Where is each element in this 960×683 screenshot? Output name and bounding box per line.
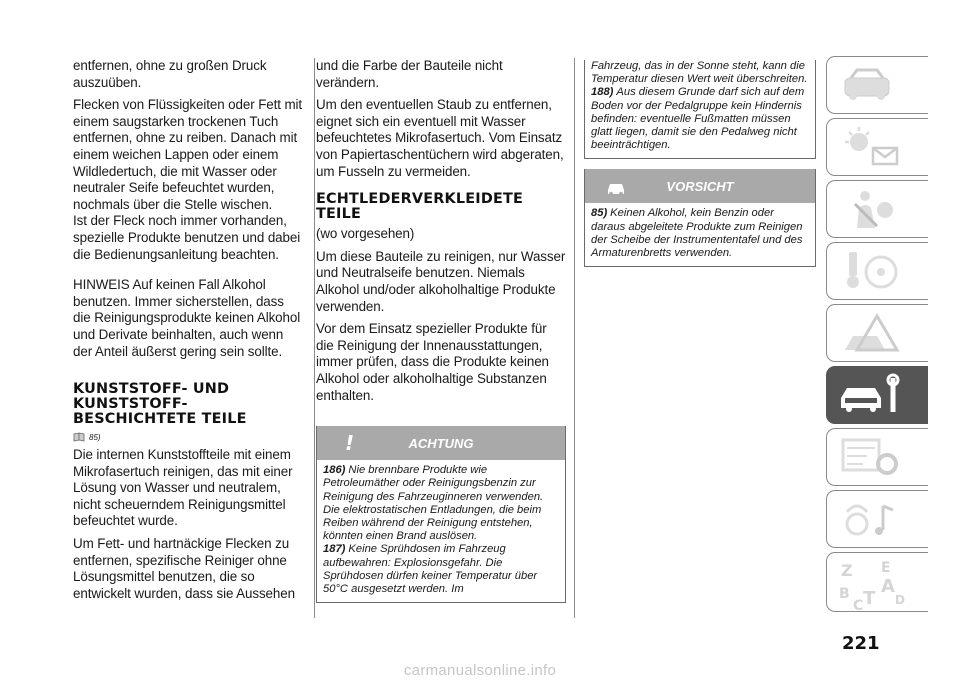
index-letter: Z xyxy=(841,561,853,580)
key-steering-icon xyxy=(837,248,907,294)
caution-text: Keinen Alkohol, kein Benzin oder daraus abgeleitete Produkte zum Reinigen der Scheibe der Instrumententafel und des Armaturenbretts verwenden. xyxy=(591,207,803,260)
caution-number: 85) xyxy=(591,207,608,220)
tab-starting-driving[interactable] xyxy=(826,242,928,300)
car-wrench-icon xyxy=(837,372,907,418)
caution-body xyxy=(585,203,815,266)
tab-multimedia[interactable] xyxy=(826,490,928,548)
page-number: 221 xyxy=(842,633,880,654)
multimedia-music-icon xyxy=(837,496,907,542)
index-letter: B xyxy=(839,586,850,602)
section-heading: ECHTLEDERVERKLEIDETE TEILE xyxy=(316,191,524,223)
column-3 xyxy=(584,60,816,267)
index-letter: A xyxy=(881,576,895,597)
caution-title: VORSICHT xyxy=(666,179,734,195)
alphabet-index-icon xyxy=(837,558,917,610)
sun-mail-icon xyxy=(837,124,907,170)
paragraph: Die internen Kunststoffteile mit einem Mikrofasertuch reinigen, das mit einer Lösung von Wasser und neutralem, nicht scheuerndem Reinigungsmittel befeuchtet wurde. xyxy=(73,447,293,529)
car-settings-icon xyxy=(837,434,907,480)
car-dashboard-icon xyxy=(837,62,907,108)
warning-text: Fahrzeug, das in der Sonne steht, kann die Temperatur diesen Wert weit überschreiten. xyxy=(591,60,808,86)
paragraph: Um diese Bauteile zu reinigen, nur Wasser und Neutralseife benutzen. Niemals Alkohol und/oder alkoholhaltige Produkte verwenden. xyxy=(316,248,566,314)
caution-header xyxy=(585,169,815,203)
index-letter: T xyxy=(863,588,876,609)
warning-number: 188) xyxy=(591,86,614,99)
column-1 xyxy=(73,58,305,608)
warning-number: 186) xyxy=(323,464,346,477)
warning-text: Keine Sprühdosen im Fahrzeug aufbewahren: Explosionsgefahr. Die Sprühdosen dürfen keiner Temperatur über 50°C ausgesetzt werden. Im xyxy=(323,543,538,595)
warning-continuation-box xyxy=(584,60,816,159)
reference-row xyxy=(73,431,305,443)
warning-text: Aus diesem Grunde darf sich auf dem Boden vor der Pedalgruppe kein Hindernis befinden: eventuelle Fußmatten müssen glatt liegen, damit sie den Pedalweg nicht beeinträchtigen. xyxy=(591,86,805,152)
warning-body xyxy=(317,460,565,602)
breakdown-warning-icon xyxy=(837,310,907,356)
tab-safety[interactable] xyxy=(826,180,928,238)
svg-text:!: ! xyxy=(345,431,355,456)
column-separator-left xyxy=(314,58,315,618)
tab-index[interactable] xyxy=(826,552,928,612)
index-letter: E xyxy=(881,560,891,576)
paragraph: und die Farbe der Bauteile nicht verändern. xyxy=(316,58,503,90)
warning-number: 187) xyxy=(323,543,346,556)
column-2 xyxy=(316,58,566,603)
section-heading: KUNSTSTOFF- UND KUNSTSTOFF-BESCHICHTETE TEILE xyxy=(73,381,247,428)
warning-header xyxy=(317,426,565,460)
paragraph: Vor dem Einsatz spezieller Produkte für die Reinigung der Innenausstattungen, immer prüfen, dass die Produkte keinen Alkohol oder alkoholhaltige Substanzen enthalten. xyxy=(316,321,549,403)
note-paragraph: HINWEIS Auf keinen Fall Alkohol benutzen. Immer sicherstellen, dass die Reinigungsprodukte keinen Alkohol und Derivate beinhalten, auch wenn der Anteil äußerst gering sein sollte. xyxy=(73,277,301,359)
paragraph: Um den eventuellen Staub zu entfernen, eignet sich ein eventuell mit Wasser befeuchtetes Mikrofasertuch. Vom Einsatz von Papiertaschentüchern wird abgeraten, um Fusseln zu vermeiden. xyxy=(316,97,564,179)
warning-text: Nie brennbare Produkte wie Petroleumäther oder Reinigungsbenzin zur Reinigung des Fahrzeuginneren verwenden. Die elektrostatischen Entladungen, die beim Reiben während der Reinigung entstehen, könnten einen Brand auslösen. xyxy=(323,464,544,543)
warning-box xyxy=(316,426,566,603)
tab-lights-messages[interactable] xyxy=(826,118,928,176)
book-reference-icon xyxy=(73,432,85,442)
paragraph: Um Fett- und hartnäckige Flecken zu entfernen, spezifische Reiniger ohne Lösungsmittel benutzen, die so entwickelt wurden, dass sie Aussehen xyxy=(73,536,295,601)
paragraph: entfernen, ohne zu großen Druck auszuüben. xyxy=(73,58,267,90)
seatbelt-airbag-icon xyxy=(837,186,907,232)
index-letter: D xyxy=(895,593,905,607)
tab-dashboard[interactable] xyxy=(826,56,928,114)
column-separator-right xyxy=(574,58,575,618)
reference-number: 85) xyxy=(89,432,101,442)
caution-box xyxy=(584,169,816,267)
paragraph: (wo vorgesehen) xyxy=(316,226,415,242)
tab-emergency[interactable] xyxy=(826,304,928,362)
paragraph: Flecken von Flüssigkeiten oder Fett mit einem saugstarken trockenen Tuch entfernen, ohne zu reiben. Danach mit einem weichen Lappen oder einem Wildledertuch, die mit Wasser oder neutraler Seife befeuchtet wurden, nochmals über die Stelle wischen. xyxy=(73,97,303,212)
watermark: carmanualsonline.info xyxy=(403,662,557,679)
tab-technical-data[interactable] xyxy=(826,428,928,486)
paragraph: Ist der Fleck noch immer vorhanden, spezielle Produkte benutzen und dabei die Bedienungsanleitung beachten. xyxy=(73,213,301,262)
index-letter: C xyxy=(853,598,864,610)
tab-maintenance[interactable] xyxy=(826,366,928,424)
warning-title: ACHTUNG xyxy=(408,436,474,452)
